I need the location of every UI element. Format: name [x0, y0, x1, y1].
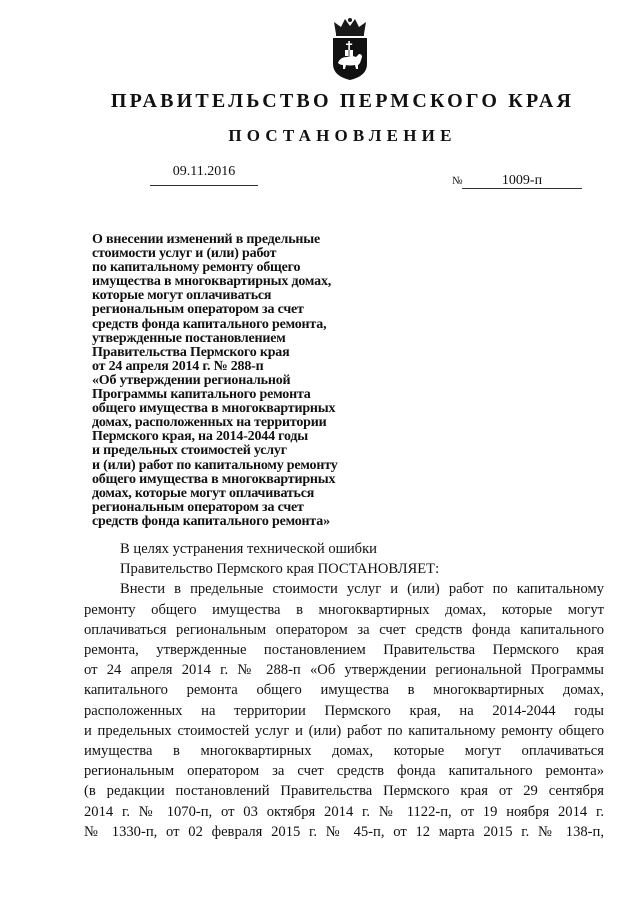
document-date: 09.11.2016: [172, 164, 236, 179]
body-paragraph-line: Внести в предельные стоимости услуг и (или) работ по капитальному: [120, 581, 604, 598]
body-paragraph-line: № 1330-п, от 02 февраля 2015 г. № 45-п, от 12 марта 2015 г. № 138-п,: [84, 823, 604, 840]
subject-line: по капитальному ремонту общего: [92, 260, 301, 276]
subject-line: «Об утверждении региональной: [92, 372, 291, 388]
subject-line: средств фонда капитального ремонта,: [92, 316, 327, 332]
body-paragraph-line: (в редакции постановлений Правительства Пермского края от 29 сентября: [84, 783, 604, 800]
subject-line: средств фонда капитального ремонта»: [92, 513, 330, 529]
body-paragraph-line: региональным оператором за счет средств фонда капитального ремонта»: [84, 763, 604, 780]
subject-line: домах, расположенных на территории: [92, 415, 327, 431]
document-body: [84, 539, 604, 842]
subject-line: имущества в многоквартирных домах,: [92, 274, 332, 290]
body-paragraph-line: и предельных стоимостей услуг и (или) работ по капитальному ремонту общего: [84, 722, 604, 739]
subject-line: от 24 апреля 2014 г. № 288-п: [92, 358, 264, 374]
body-paragraph-line: ремонта, утвержденные постановлением Правительства Пермского края: [84, 642, 604, 659]
subject-line: Программы капитального ремонта: [92, 387, 311, 403]
document-type: ПОСТАНОВЛЕНИЕ: [228, 126, 457, 145]
number-label: №: [452, 175, 462, 187]
body-intro-line: Правительство Пермского края ПОСТАНОВЛЯЕТ:: [120, 561, 440, 578]
subject-line: и (или) работ по капитальному ремонту: [92, 457, 338, 473]
body-intro-line: В целях устранения технической ошибки: [120, 541, 377, 557]
body-paragraph: [84, 579, 604, 842]
subject-line: общего имущества в многоквартирных: [92, 471, 336, 487]
subject-line: общего имущества в многоквартирных: [92, 401, 336, 417]
subject-line: утвержденные постановлением: [92, 330, 286, 346]
subject-line: и предельных стоимостей услуг: [92, 443, 287, 459]
document-subject: [92, 233, 382, 529]
subject-line: региональным оператором за счет: [92, 499, 304, 515]
body-paragraph-line: оплачиваться региональным оператором за счет средств фонда капитального: [84, 621, 604, 638]
subject-line: стоимости услуг и (или) работ: [92, 246, 277, 262]
subject-line: которые могут оплачиваться: [92, 288, 272, 304]
body-paragraph-line: расположенных на территории Пермского края, на 2014-2044 годы: [84, 702, 604, 719]
government-title: ПРАВИТЕЛЬСТВО ПЕРМСКОГО КРАЯ: [110, 90, 575, 112]
body-paragraph-line: имущества в многоквартирных домах, которые могут оплачиваться: [84, 743, 604, 760]
document-number-field: [452, 172, 582, 189]
subject-line: О внесении изменений в предельные: [92, 232, 321, 247]
subject-line: Правительства Пермского края: [92, 344, 290, 360]
body-paragraph-line: ремонту общего имущества в многоквартирных домах, которые могут: [84, 601, 604, 618]
body-paragraph-line: 2014 г. № 1070-п, от 03 октября 2014 г. № 1122-п, от 19 ноября 2014 г.: [84, 803, 604, 820]
body-paragraph-line: капитального ремонта общего имущества в многоквартирных домах,: [84, 682, 604, 699]
perm-krai-coat-of-arms-icon: [328, 16, 372, 82]
subject-line: региональным оператором за счет: [92, 302, 304, 318]
document-number: 1009-п: [462, 173, 582, 189]
date-underline: [150, 185, 258, 186]
subject-line: домах, которые могут оплачиваться: [92, 485, 315, 501]
body-paragraph-line: от 24 апреля 2014 г. № 288-п «Об утверждении региональной Программы: [84, 662, 604, 679]
subject-line: Пермского края, на 2014-2044 годы: [92, 429, 308, 445]
